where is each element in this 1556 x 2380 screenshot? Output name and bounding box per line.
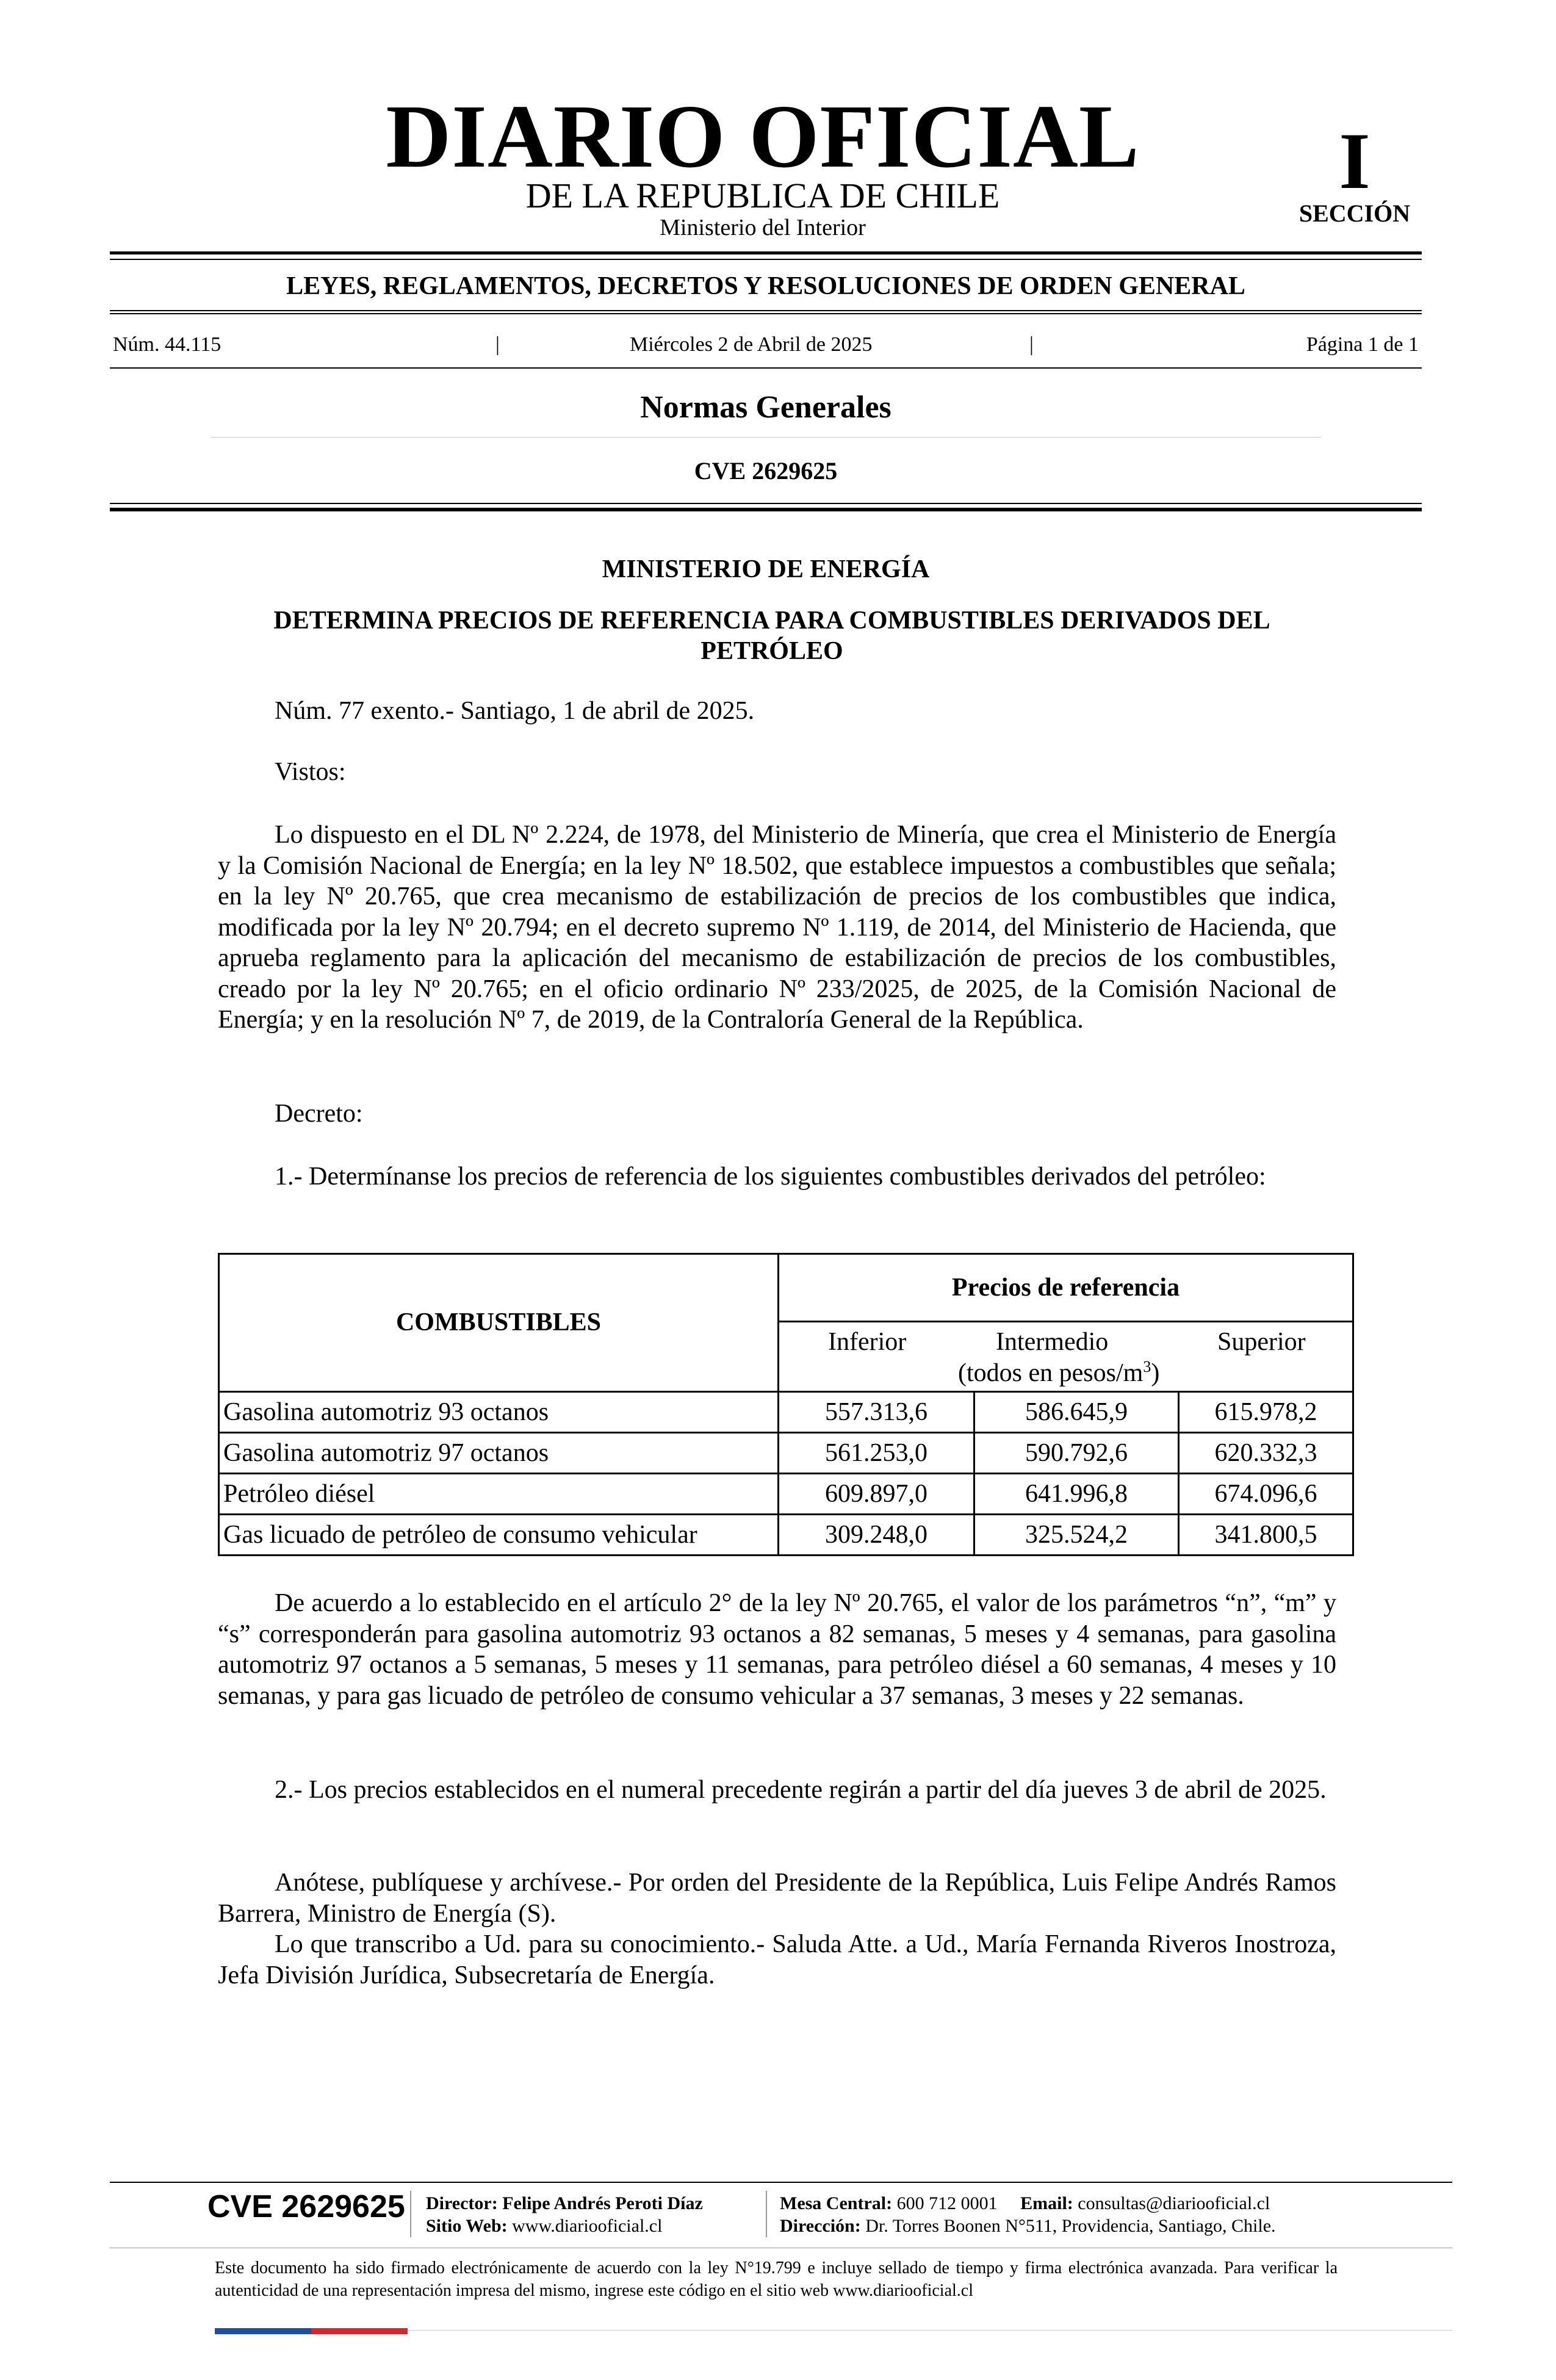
footer-rule-top (110, 2182, 1452, 2183)
footer-divider (410, 2191, 411, 2237)
info-rule (110, 367, 1422, 369)
fuel-name: Gasolina automotriz 93 octanos (219, 1392, 779, 1433)
fuel-name: Gasolina automotriz 97 octanos (219, 1433, 779, 1474)
article-2-paragraph: 2.- Los precios establecidos en el numeral precedente regirán a partir del día jueves 3 de abril de 2025. (275, 1776, 1327, 1804)
price-superior: 615.978,2 (1179, 1392, 1353, 1433)
masthead-rule-thick (110, 251, 1422, 254)
price-inferior: 309.248,0 (779, 1515, 974, 1556)
footer-legal-notice: Este documento ha sido firmado electrónicamente de acuerdo con la ley N°19.799 e incluye sellado de tiempo y firma electrónica avanzada. Para verificar la autenticidad de una representación impresa del mismo, ingrese este código en el sitio web www.diariooficial.cl (215, 2259, 1338, 2300)
masthead-subtitle: DE LA REPUBLICA DE CHILE (525, 176, 1000, 215)
transcribo-paragraph: Lo que transcribo a Ud. para su conocimiento.- Saluda Atte. a Ud., María Fernanda Riveros Inostroza, Jefa División Jurídica, Subsecretaría de Energía. (218, 1930, 1336, 1989)
header-rule-thick (110, 508, 1422, 511)
decree-number: Núm. 77 exento.- Santiago, 1 de abril de 2025. (275, 697, 755, 725)
vistos-label: Vistos: (275, 758, 346, 786)
issue-date: Miércoles 2 de Abril de 2025 (630, 333, 873, 356)
issue-info-bar (113, 334, 1419, 359)
price-inferior: 557.313,6 (779, 1392, 974, 1433)
issue-number: Núm. 44.115 (113, 333, 222, 356)
price-intermedio: 586.645,9 (974, 1392, 1179, 1433)
normas-rule (211, 437, 1321, 438)
flag-stripe-red (311, 2328, 408, 2334)
cve-code: CVE 2629625 (694, 457, 838, 485)
table-header-precios: Precios de referencia (779, 1254, 1353, 1322)
footer-cve-code: CVE 2629625 (207, 2189, 405, 2224)
decree-title: DETERMINA PRECIOS DE REFERENCIA PARA COMBUSTIBLES DERIVADOS DEL PETRÓLEO (273, 607, 1270, 665)
price-intermedio: 325.524,2 (974, 1515, 1179, 1556)
table-header-combustibles: COMBUSTIBLES (219, 1254, 779, 1392)
price-superior: 674.096,6 (1179, 1474, 1353, 1515)
closing-paragraph: Anótese, publíquese y archívese.- Por orden del Presidente de la República, Luis Felipe Andrés Ramos Barrera, Ministro de Energía (S). (218, 1869, 1336, 1928)
footer-divider (766, 2191, 767, 2237)
vistos-paragraph: Lo dispuesto en el DL Nº 2.224, de 1978, del Ministerio de Minería, que crea el Ministerio de Energía y la Comisión Nacional de Energía; en la ley Nº 18.502, que establece impuestos a combustibles que señala; en la ley Nº 20.765, que crea mecanismo de estabilización de precios de los combustibles que indica, modificada por la ley Nº 20.794; en el decreto supremo Nº 1.119, de 2014, del Ministerio de Hacienda, que aprueba reglamento para la aplicación del mecanismo de estabilización de precios de los combustibles, creado por la ley Nº 20.765; en el oficio ordinario Nº 233/2025, de 2025, de la Comisión Nacional de Energía; y en la resolución Nº 7, de 2019, de la Contraloría General de la República. (218, 821, 1336, 1034)
price-superior: 620.332,3 (1179, 1433, 1353, 1474)
section-heading: Normas Generales (640, 390, 891, 425)
flag-stripe-blue (215, 2328, 311, 2334)
price-inferior: 609.897,0 (779, 1474, 974, 1515)
price-inferior: 561.253,0 (779, 1433, 974, 1474)
subheader-intermedio: Intermedio (996, 1328, 1109, 1356)
masthead-title: DIARIO OFICIAL (386, 87, 1140, 187)
category-heading: LEYES, REGLAMENTOS, DECRETOS Y RESOLUCIONES DE ORDEN GENERAL (286, 272, 1245, 300)
reference-price-table (218, 1253, 1354, 1556)
masthead-rule-thin (110, 259, 1422, 260)
footer-director: Director: Felipe Andrés Peroti Díaz (426, 2193, 703, 2213)
fuel-name: Gas licuado de petróleo de consumo vehicular (219, 1515, 779, 1556)
fuel-name: Petróleo diésel (219, 1474, 779, 1515)
price-superior: 341.800,5 (1179, 1515, 1353, 1556)
table-subheader (779, 1322, 1353, 1392)
footer-website: Sitio Web: www.diariooficial.cl (426, 2216, 663, 2236)
table-row (219, 1474, 1353, 1515)
parameters-paragraph: De acuerdo a lo establecido en el artículo 2° de la ley Nº 20.765, el valor de los parámetros “n”, “m” y “s” corresponderán para gasolina automotriz 93 octanos a 82 semanas, 5 meses y 4 semanas, para gasolina automotriz 97 octanos a 5 semanas, 5 meses y 11 semanas, para petróleo diésel a 60 semanas, 4 meses y 10 semanas, y para gas licuado de petróleo de consumo vehicular a 37 semanas, 3 meses y 22 semanas. (218, 1589, 1336, 1710)
footer-address: Dirección: Dr. Torres Boonen N°511, Providencia, Santiago, Chile. (780, 2216, 1276, 2236)
header-rule-thin (110, 503, 1422, 504)
category-rule-top (110, 310, 1422, 311)
page-counter: Página 1 de 1 (1306, 333, 1419, 356)
footer-contact: Mesa Central: 600 712 0001 Email: consultas@diariooficial.cl (780, 2193, 1270, 2213)
article-1-paragraph: 1.- Determínanse los precios de referencia de los siguientes combustibles derivados del petróleo: (275, 1163, 1266, 1191)
section-number: I (1339, 116, 1371, 206)
masthead-ministry: Ministerio del Interior (660, 215, 866, 240)
table-row (219, 1392, 1353, 1433)
table-row (219, 1433, 1353, 1474)
subheader-inferior: Inferior (828, 1328, 907, 1356)
info-separator: | (1029, 333, 1034, 356)
section-label: SECCIÓN (1298, 200, 1411, 227)
info-separator: | (495, 333, 500, 356)
price-intermedio: 641.996,8 (974, 1474, 1179, 1515)
flag-baseline (408, 2330, 1452, 2331)
price-intermedio: 590.792,6 (974, 1433, 1179, 1474)
table-row (219, 1515, 1353, 1556)
decreto-label: Decreto: (275, 1100, 363, 1128)
ministry-heading: MINISTERIO DE ENERGÍA (602, 555, 930, 583)
subheader-units: (todos en pesos/$m^3$) (958, 1358, 1160, 1387)
category-rule-bottom (110, 313, 1422, 314)
subheader-superior: Superior (1217, 1328, 1306, 1356)
